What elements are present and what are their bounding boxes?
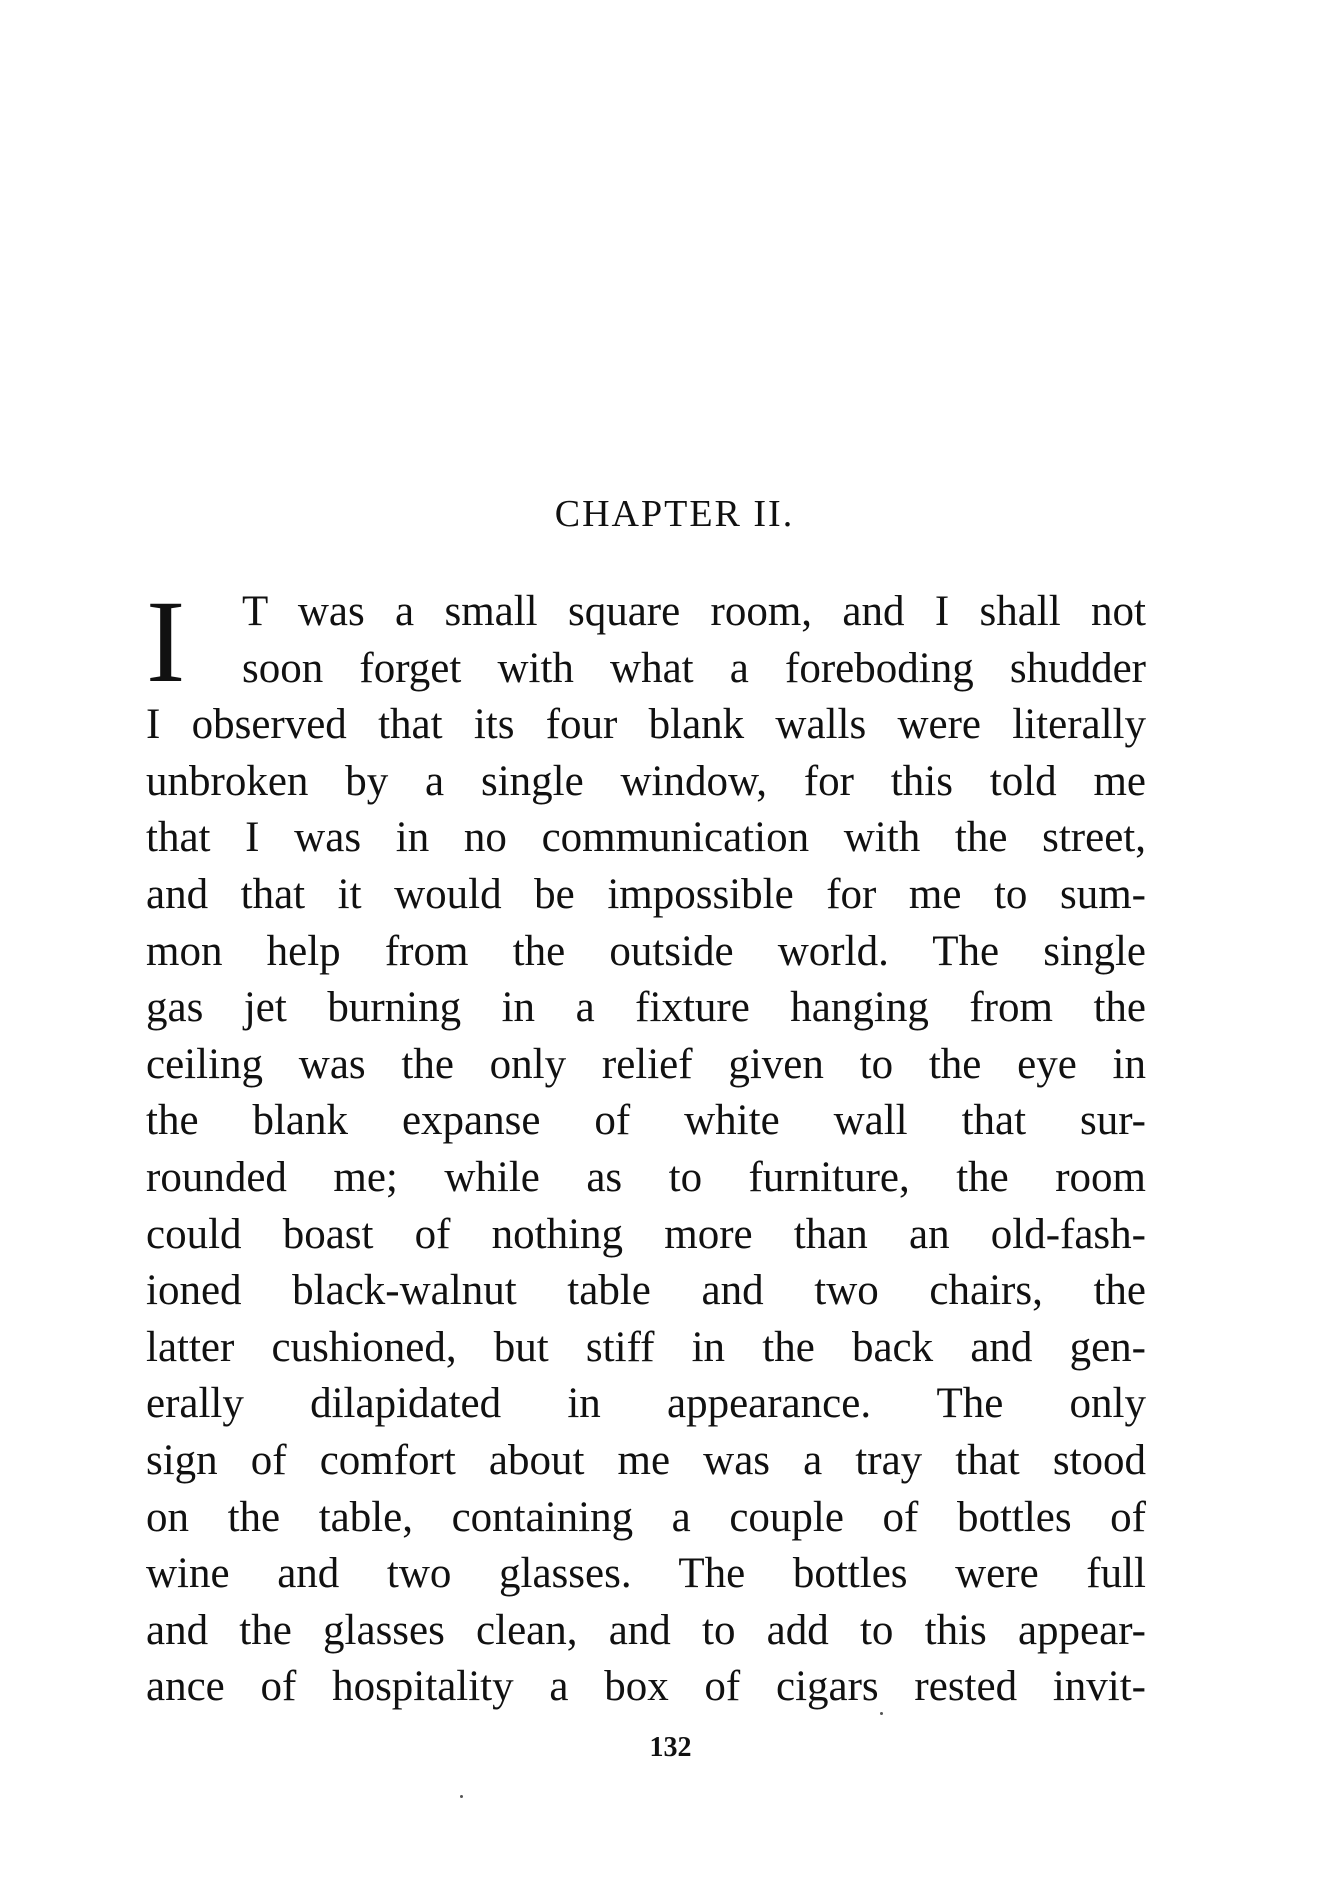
text-line: on the table, containing a couple of bottles of — [146, 1493, 1146, 1541]
text-line: erally dilapidated in appearance. The only — [146, 1380, 1146, 1428]
chapter-heading: CHAPTER II. — [554, 493, 795, 535]
text-line: T was a small square room, and I shall not — [242, 588, 1146, 635]
text-line: ceiling was the only relief given to the eye in — [146, 1040, 1146, 1088]
page-number: 132 — [649, 1732, 692, 1763]
print-speck — [460, 1795, 463, 1798]
body-text — [146, 576, 1146, 1716]
text-line: rounded me; while as to furniture, the room — [146, 1153, 1146, 1201]
text-line: ioned black-walnut table and two chairs, the — [146, 1267, 1146, 1315]
text-line: and the glasses clean, and to add to this appear- — [146, 1606, 1146, 1654]
text-line: ance of hospitality a box of cigars rested invit- — [146, 1663, 1146, 1711]
text-line: I observed that its four blank walls were literally — [146, 701, 1146, 749]
drop-cap: I — [146, 576, 186, 707]
text-line: gas jet burning in a fixture hanging from the — [146, 984, 1146, 1032]
text-line: and that it would be impossible for me to sum- — [146, 870, 1146, 918]
text-line: the blank expanse of white wall that sur- — [146, 1097, 1146, 1145]
text-line: unbroken by a single window, for this told me — [146, 757, 1146, 805]
text-line: latter cushioned, but stiff in the back and gen- — [146, 1323, 1146, 1371]
text-line: sign of comfort about me was a tray that stood — [146, 1436, 1146, 1484]
text-line: that I was in no communication with the street, — [146, 814, 1146, 862]
text-line: wine and two glasses. The bottles were full — [146, 1550, 1146, 1598]
print-speck — [880, 1712, 883, 1715]
text-line: could boast of nothing more than an old-fash- — [146, 1210, 1146, 1258]
text-line: soon forget with what a foreboding shudder — [242, 644, 1146, 692]
text-line: mon help from the outside world. The single — [146, 927, 1146, 975]
